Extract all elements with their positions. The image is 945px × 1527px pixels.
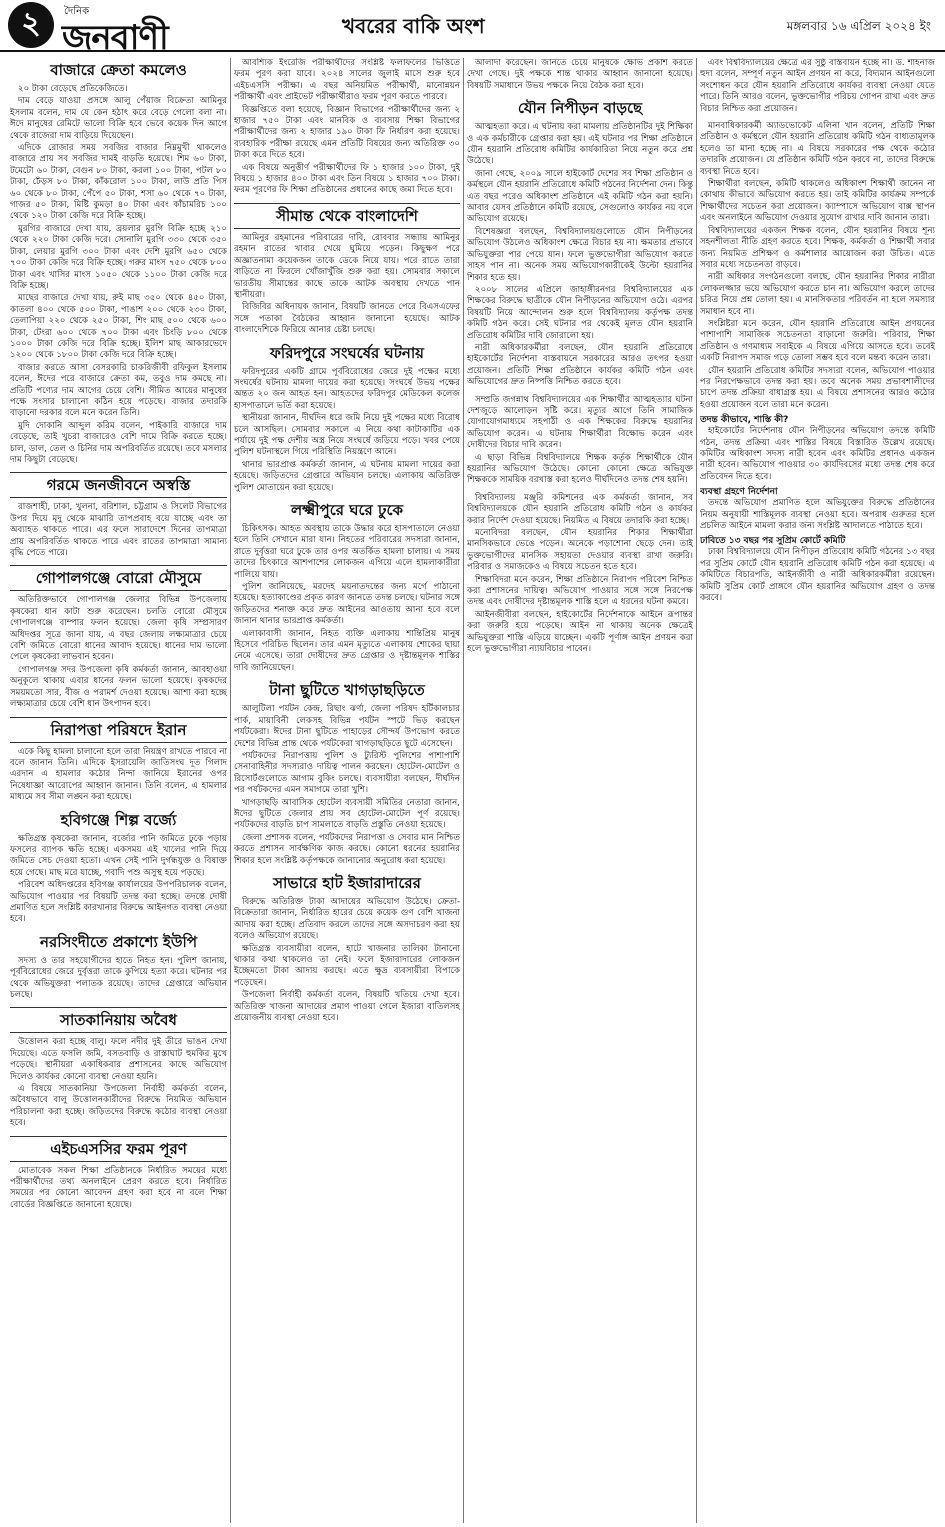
story-paragraph: অতিরিক্তভাবে গোপালগঞ্জ জেলার বিভিন্ন উপজেলায় কৃষকেরা ধান কাটা শুরু করেছেন। চলতি বোরো মৌসুমে গোপালগঞ্জে বাম্পার ফলন হয়েছে। জেলা কৃষি সম্প্রসারণ অধিদপ্তর সূত্রে জানা যায়, এ বছর জেলায় লক্ষ্যমাত্রার চেয়ে বেশি জমিতে বোরো ধানের আবাদ হয়েছে। ধানের দাম ভালো পেলে কৃষকেরা লাভবান হবেন। <box>10 595 227 663</box>
column-1 <box>10 58 227 1523</box>
story-headline: গরমে জনজীবনে অস্বস্তি <box>10 472 227 498</box>
column-divider <box>463 58 464 1523</box>
story-paragraph: বাজার করতে আসা বেসরকারি চাকরিজীবী রফিকুল ইসলাম বলেন, ঈদের পরে বাজারে ক্রেতা কম, তবুও দাম কমছে না। প্রতিটি পণ্যের দাম আগের চেয়ে বেশি। সীমিত আয়ের মানুষের পক্ষে সংসার চালানো কঠিন হয়ে পড়েছে। বাজার তদারকি বাড়ানো দরকার বলে মনে করেন তিনি। <box>10 362 227 419</box>
story-paragraph: আত্মহত্যা করে। এ ঘটনায় করা মামলায় প্রতিষ্ঠানটির দুই শিক্ষিকা ও এক কর্মচারীকে গ্রেপ্তার করা হয়। এই ঘটনার পর শিক্ষা প্রতিষ্ঠানে যৌন হয়রানি প্রতিরোধ কমিটির কার্যকারিতা নিয়ে নতুন করে প্রশ্ন উঠেছে। <box>467 122 693 167</box>
story-paragraph: পরিবেশ অধিদপ্তরের হবিগঞ্জ কার্যালয়ের উপপরিচালক বলেন, অভিযোগ পাওয়ার পর বিষয়টি তদন্ত করা হচ্ছে। তদন্তে দোষী প্রমাণিত হলে সংশ্লিষ্ট কারখানার বিরুদ্ধে আইনগত ব্যবস্থা নেওয়া হবে। <box>10 880 227 925</box>
story-paragraph: উপজেলা নির্বাহী কর্মকর্তা বলেন, বিষয়টি খতিয়ে দেখা হবে। অতিরিক্ত খাজনা আদায়ের প্রমাণ পাওয়া গেলে ইজারা বাতিলসহ প্রয়োজনীয় ব্যবস্থা নেওয়া হবে। <box>234 990 460 1024</box>
news-story <box>467 493 693 656</box>
story-paragraph: খাগড়াছড়ি আবাসিক হোটেল ব্যবসায়ী সমিতির নেতারা জানান, ঈদের ছুটিতে জেলার প্রায় সব হোটেল-মোটেল পূর্ণ রয়েছে। পর্যটকদের বাড়তি চাপ সামলাতে বাড়তি প্রস্তুতি নেওয়া হয়েছে। <box>234 797 460 831</box>
story-headline: গোপালগঞ্জে বোরো মৌসুমে <box>10 565 227 591</box>
masthead <box>0 0 945 58</box>
story-paragraph: মুরগির বাজারে দেখা যায়, ব্রয়লার মুরগি বিক্রি হচ্ছে ২১০ থেকে ২২০ টাকা কেজি দরে। সোনালি মুরগি ৩৩০ থেকে ৩৫০ টাকা, লেয়ার মুরগি ৩০০ টাকা এবং দেশি মুরগি ৬৫০ থেকে ৭০০ টাকা কেজি দরে বিক্রি হচ্ছে। গরুর মাংস ৭৫০ থেকে ৮০০ টাকা এবং খাসির মাংস ১০৫০ থেকে ১১০০ টাকা কেজি দরে বিক্রি হচ্ছে। <box>10 223 227 291</box>
story-paragraph: মোতাবেক সকল শিক্ষা প্রতিষ্ঠানকে নির্ধারিত সময়ের মধ্যে পরীক্ষার্থীদের তথ্য অনলাইনে প্রেরণ করতে হবে। নির্ধারিত সময়ের পর কোনো আবেদন গ্রহণ করা হবে না বলে শিক্ষা বোর্ডের বিজ্ঞপ্তিতে জানানো হয়েছে। <box>10 1165 227 1210</box>
story-paragraph: মাছের বাজারে দেখা যায়, রুই মাছ ৩৫০ থেকে ৪৫০ টাকা, কাতলা ৪০০ থেকে ৫০০ টাকা, পাঙাশ ২০০ থেকে ২৩০ টাকা, তেলাপিয়া ২২০ থেকে ২৫০ টাকা, শিং মাছ ৫০০ থেকে ৬০০ টাকা, টেংরা ৬০০ থেকে ৭০০ টাকা এবং চিংড়ি ৮০০ থেকে ১০০০ টাকা কেজি দরে বিক্রি হচ্ছে। ইলিশ মাছ আকারভেদে ১২০০ থেকে ১৮০০ টাকা কেজি দরে বিক্রি হচ্ছে। <box>10 293 227 361</box>
story-paragraph: বিজ্ঞপ্তিতে বলা হয়েছে, বিজ্ঞান বিভাগের পরীক্ষার্থীদের জন্য ২ হাজার ৭৫০ টাকা এবং মানবিক ও ব্যবসায় শিক্ষা বিভাগের পরীক্ষার্থীদের জন্য ২ হাজার ১৯০ টাকা ফি নির্ধারণ করা হয়েছে। ব্যবহারিক পরীক্ষা রয়েছে এমন প্রতিটি বিষয়ের জন্য অতিরিক্ত ৩০ টাকা করে দিতে হবে। <box>234 104 460 161</box>
news-story <box>10 810 227 926</box>
news-story <box>10 1136 227 1212</box>
story-subhead: ঢাবিতে ১৩ বছর পর সুপ্রিম কোর্টে কমিটি <box>700 536 846 547</box>
news-story <box>10 60 227 466</box>
column-divider <box>696 58 697 1523</box>
story-paragraph: এবং বিশ্ববিদ্যালয়ের ক্ষেত্রে এর সুষ্ঠু বাস্তবায়ন হচ্ছে না। ড. শাহনাজ হুদা বলেন, সম্পূর্ণ নতুন আইন প্রণয়ন না করে, বিদ্যমান আইনগুলো সংশোধন করে যৌন হয়রানি প্রতিরোধে কার্যকর ব্যবস্থা নেওয়া যেতে পারে। তিনি আরও বলেন, ভুক্তভোগীর পরিচয় গোপন রাখা এবং দ্রুত বিচার নিশ্চিত করা প্রয়োজন। <box>700 58 935 114</box>
news-story <box>10 565 227 710</box>
story-paragraph: পর্যটকদের নিরাপত্তায় পুলিশ ও ট্যুরিস্ট পুলিশের পাশাপাশি সেনাবাহিনীর সদস্যরাও দায়িত্ব পালন করছেন। হোটেল-মোটেল ও রিসোর্টগুলোতে আগাম বুকিং চলছে। ব্যবসায়ীরা বলছেন, দীর্ঘদিন পর পর্যটকদের এমন সমাগমে তারা খুশি। <box>234 750 460 796</box>
story-paragraph: এক বিষয়ে অনুত্তীর্ণ পরীক্ষার্থীদের ফি ১ হাজার ১০০ টাকা, দুই বিষয়ে ১ হাজার ৪০০ টাকা এবং তিন বিষয়ে ১ হাজার ৭০০ টাকা। ফরম পূরণের ফি শিক্ষা প্রতিষ্ঠানের প্রধানের কাছে জমা দিতে হবে। <box>234 162 460 196</box>
story-headline: সীমান্ত থেকে বাংলাদেশি <box>234 203 460 229</box>
story-paragraph: শিক্ষার্থীরা বলছেন, কমিটি থাকলেও অধিকাংশ শিক্ষার্থী জানেন না কোথায় কীভাবে অভিযোগ করতে হয়। তাই কমিটির কার্যক্রম সম্পর্কে শিক্ষার্থীদের সচেতন করা প্রয়োজন। ক্যাম্পাসে অভিযোগ বাক্স স্থাপন এবং অনলাইনে অভিযোগ দেওয়ার সুযোগ রাখার দাবি জানান তারা। <box>700 179 935 224</box>
story-paragraph: বিজিবির অধিনায়ক জানান, বিষয়টি জানতে পেরে বিএসএফের সঙ্গে পতাকা বৈঠকের আহ্বান জানানো হয়েছে। আটক বাংলাদেশিকে ফিরিয়ে আনার চেষ্টা চলছে। <box>234 302 460 336</box>
publication-date: মঙ্গলবার ১৬ এপ্রিল ২০২৪ ইং <box>786 19 931 33</box>
story-paragraph: সংশ্লিষ্টরা মনে করেন, যৌন হয়রানি প্রতিরোধে আইন প্রণয়নের পাশাপাশি সামাজিক সচেতনতা বাড়ানো জরুরি। পরিবার, শিক্ষা প্রতিষ্ঠান ও গণমাধ্যম সবাইকে এ বিষয়ে এগিয়ে আসতে হবে। তবেই একটি নিরাপদ সমাজ গড়ে তোলা সম্ভব হবে বলে মন্তব্য করেন তারা। <box>700 318 935 364</box>
story-paragraph: আবশ্যিক ইংরেজি পরীক্ষার্থীদের সংশ্লিষ্ট ফলাফলের ভিত্তিতে ফরম পূরণ করা যাবে। ২০২৪ সালের জুলাই মাসে শুরু হবে এইচএসসি পরীক্ষা। এ বছর অনিয়মিত পরীক্ষার্থী, মানোন্নয়ন পরীক্ষার্থী এবং প্রাইভেট পরীক্ষার্থীরাও ফরম পূরণ করতে পারবে। <box>234 58 460 103</box>
story-headline: বাজারে ক্রেতা কমলেও <box>50 61 187 79</box>
story-paragraph: ঢাকা বিশ্ববিদ্যালয়ে যৌন নিপীড়ন প্রতিরোধ কমিটি গঠনের ১৩ বছর পর সুপ্রিম কোর্টে যৌন হয়রানি প্রতিরোধ কমিটি গঠন করা হয়েছে। এ কমিটিতে বিচারপতি, আইনজীবী ও নারী অধিকারকর্মীরা রয়েছেন। কমিটি সুপ্রিম কোর্ট প্রাঙ্গণে যৌন হয়রানির অভিযোগ গ্রহণ ও তদন্ত করবে। <box>700 547 935 604</box>
column-2 <box>234 58 460 1523</box>
story-headline: সাতকানিয়ায় অবৈধ <box>10 1007 227 1033</box>
story-paragraph: নারী অধিকারকর্মীরা বলছেন, যৌন হয়রানি প্রতিরোধে হাইকোর্টের নির্দেশনা বাস্তবায়নে সরকারের আরও তৎপর হওয়া প্রয়োজন। প্রতিটি শিক্ষা প্রতিষ্ঠানে কার্যকর কমিটি গঠন এবং অভিযোগের দ্রুত নিষ্পত্তি নিশ্চিত করতে হবে। <box>467 342 693 388</box>
story-paragraph: ক্ষতিগ্রস্ত ব্যবসায়ীরা বলেন, হাটে খাজনার তালিকা টানানো থাকার কথা থাকলেও তা নেই। ফলে ইজারাদারের লোকজন ইচ্ছেমতো টাকা আদায় করছে। এতে ক্ষুদ্র ব্যবসায়ীরা বিপাকে পড়েছেন। <box>234 943 460 988</box>
story-headline: সাভারে হাট ইজারাদারের <box>273 873 421 892</box>
story-subhead: ব্যবস্থা গ্রহণে নির্দেশনা <box>700 487 778 498</box>
story-paragraph: মানবাধিকারকর্মী অ্যাডভোকেট এলিনা খান বলেন, প্রতিটি শিক্ষা প্রতিষ্ঠান ও কর্মস্থলে যৌন হয়রানি প্রতিরোধ কমিটি গঠন বাধ্যতামূলক হলেও তা মানা হচ্ছে না। এ বিষয়ে সরকারের পক্ষ থেকে কঠোর তদারকি প্রয়োজন। যে প্রতিষ্ঠান কমিটি গঠন করবে না, তাদের বিরুদ্ধে ব্যবস্থা নিতে হবে। <box>700 121 935 177</box>
story-paragraph: বিশ্ববিদ্যালয় মঞ্জুরি কমিশনের এক কর্মকর্তা জানান, সব বিশ্ববিদ্যালয়কে যৌন হয়রানি প্রতিরোধ কমিটি গঠন ও কার্যকর করার নির্দেশ দেওয়া হয়েছে। নিয়মিত এ বিষয়ে তদারকি করা হচ্ছে। <box>467 492 693 526</box>
story-subhead: তদন্ত কীভাবে, শাস্তি কী? <box>700 415 789 426</box>
section-title: খবরের বাকি অংশ <box>342 14 485 38</box>
story-paragraph: সম্প্রতি জগন্নাথ বিশ্ববিদ্যালয়ের এক শিক্ষার্থীর আত্মহত্যার ঘটনা দেশজুড়ে আলোড়ন সৃষ্টি করে। মৃত্যুর আগে তিনি সামাজিক যোগাযোগমাধ্যমে সহপাঠী ও এক শিক্ষকের বিরুদ্ধে হয়রানির অভিযোগ করেন। এ ঘটনায় শিক্ষার্থীরা বিক্ষোভ করেন এবং দোষীদের বিচার দাবি করেন। <box>467 394 693 451</box>
story-paragraph: এ ছাড়া বিভিন্ন বিশ্ববিদ্যালয়ে শিক্ষক কর্তৃক শিক্ষার্থীকে যৌন হয়রানির অভিযোগ উঠেছে। কোনো কোনো ক্ষেত্রে অভিযুক্ত শিক্ষককে সাময়িক বরখাস্ত করা হলেও দীর্ঘদিনেও তদন্ত শেষ হয়নি। <box>467 452 693 486</box>
story-paragraph: নারী অধিকার সংগঠনগুলো বলছে, যৌন হয়রানির শিকার নারীরা লোকলজ্জার ভয়ে অভিযোগ করতে চান না। অভিযোগ করলে তাদের চরিত্র নিয়ে প্রশ্ন তোলা হয়। এ মানসিকতার পরিবর্তন না হলে সমস্যার সমাধান হবে না। <box>700 272 935 317</box>
story-paragraph: ২০০৮ সালের এপ্রিলে জাহাঙ্গীরনগর বিশ্ববিদ্যালয়ের এক শিক্ষকের বিরুদ্ধে ছাত্রীকে যৌন নিপীড়নের অভিযোগ ওঠে। এরপর বিষয়টি নিয়ে আন্দোলন শুরু হলে বিশ্ববিদ্যালয় কর্তৃপক্ষ তদন্ত কমিটি গঠন করে। সেই ঘটনার পর থেকেই মূলত যৌন হয়রানি প্রতিরোধ কমিটির দাবি জোরালো হয়। <box>467 284 693 341</box>
story-headline: হবিগঞ্জে শিল্প বর্জ্যে <box>60 810 177 829</box>
story-paragraph: ক্ষতিগ্রস্ত কৃষকেরা জানান, বর্জ্যের পানি জমিতে ঢুকে পড়ায় ফসলের ব্যাপক ক্ষতি হচ্ছে। একসময় এই খালের পানি দিয়ে জমিতে সেচ দেওয়া হতো। এখন সেই পানি দুর্গন্ধযুক্ত ও বিষাক্ত হয়ে গেছে। মাছ মরে যাচ্ছে, গবাদি পশু অসুস্থ হয়ে পড়ছে। <box>10 833 227 878</box>
story-paragraph: মনোবিদরা বলছেন, যৌন হয়রানির শিকার শিক্ষার্থীরা মানসিকভাবে ভেঙে পড়েন। অনেকে পড়াশোনা ছেড়ে দেন। তাই ভুক্তভোগীদের মানসিক সহায়তা দেওয়ার ব্যবস্থা রাখা জরুরি। পরিবার ও সমাজকেও এ বিষয়ে সচেতন হতে হবে। <box>467 528 693 573</box>
news-story <box>234 203 460 337</box>
column-3 <box>467 58 693 1523</box>
news-story <box>234 343 460 494</box>
story-paragraph: আমিনুর রহমানের পরিবারের দাবি, রোববার সন্ধ্যায় আমিনুর রহমান রাতের খাবার খেয়ে ঘুমিয়ে পড়েন। কিছুক্ষণ পরে অজ্ঞাতনামা কয়েকজন তাকে ডেকে নিয়ে যায়। পরে রাতে তারা বাড়িতে না ফিরলে খোঁজাখুঁজি শুরু করা হয়। সোমবার সকালে ভারতীয় সীমান্তের কাছে তাকে আটক অবস্থায় দেখতে পান স্থানীয়রা। <box>234 232 460 300</box>
news-story <box>10 932 227 1002</box>
story-paragraph: বিশেষজ্ঞরা বলছেন, বিশ্ববিদ্যালয়গুলোতে যৌন নিপীড়নের অভিযোগ উঠলেও অধিকাংশ ক্ষেত্রে বিচার হয় না। ক্ষমতার প্রভাবে অভিযুক্তরা পার পেয়ে যান। ফলে ভুক্তভোগীরা অভিযোগ করতে সাহস পান না। অনেক সময় অভিযোগকারীকেই উল্টো হয়রানির শিকার হতে হয়। <box>467 226 693 283</box>
news-story <box>700 121 935 604</box>
story-headline: নরসিংদীতে প্রকাশ্যে ইউপি <box>39 932 197 951</box>
story-paragraph: দাম বেড়ে যাওয়া প্রসঙ্গে আলু পেঁয়াজ বিক্রেতা আমিনুর ইসলাম বলেন, দাম যে কেন হঠাৎ করে বেড়ে গেলো বলা না। ঈদে মানুষের রেমিটে ভালো বিক্রি হবে ভেবে কয়েক দিন আগে থেকে রাজেরা দাম বাড়িয়ে দিয়েছেন। <box>10 96 227 141</box>
story-headline: নিরাপত্তা পরিষদে ইরান <box>10 717 227 743</box>
story-headline: এইচএসসির ফরম পূরণ <box>10 1136 227 1162</box>
story-paragraph: এ বিষয়ে সাতকানিয়া উপজেলা নির্বাহী কর্মকর্তা বলেন, অবৈধভাবে বালু উত্তোলনকারীদের বিরুদ্ধে নিয়মিত অভিযান পরিচালনা করা হচ্ছে। জড়িতদের বিরুদ্ধে কঠোর ব্যবস্থা নেওয়া হবে। <box>10 1084 227 1129</box>
story-paragraph: বিশ্ববিদ্যালয়ের একজন শিক্ষক বলেন, যৌন হয়রানির বিষয়ে শূন্য সহনশীলতা নীতি গ্রহণ করতে হবে। শিক্ষক, কর্মকর্তা ও শিক্ষার্থী সবার জন্য নিয়মিত প্রশিক্ষণ ও কর্মশালার আয়োজন করা উচিত। এতে সবার মধ্যে সচেতনতা বাড়বে। <box>700 225 935 270</box>
story-paragraph: তদন্তে অভিযোগ প্রমাণিত হলে অভিযুক্তের বিরুদ্ধে প্রতিষ্ঠানের নিয়ম অনুযায়ী শাস্তিমূলক ব্যবস্থা নেওয়া হবে। অপরাধ গুরুতর হলে প্রচলিত আইনে মামলা করার জন্য সংশ্লিষ্ট আদালতে পাঠাতে হবে। <box>700 498 935 532</box>
story-paragraph: জেলা প্রশাসক বলেন, পর্যটকদের নিরাপত্তা ও সেবার মান নিশ্চিত করতে প্রশাসন সার্বক্ষণিক কাজ করছে। কোনো ধরনের হয়রানির শিকার হলে সংশ্লিষ্ট কর্তৃপক্ষকে জানানোর অনুরোধ করা হয়েছে। <box>234 832 460 866</box>
story-paragraph: ফরিদপুরের একটি গ্রামে পূর্ববিরোধের জেরে দুই পক্ষের মধ্যে সংঘর্ষের ঘটনায় মামলা দায়ের করা হয়েছে। সংঘর্ষে উভয় পক্ষের অন্তত ২০ জন আহত হন। আহতদের ফরিদপুর মেডিকেল কলেজ হাসপাতালে ভর্তি করা হয়েছে। <box>234 366 460 411</box>
story-paragraph: আলাদা করেছেন। জানতে চেয়ে মানুষকে ক্ষোভ প্রকাশ করতে দেখা গেছে। দুই পক্ষকে শান্ত থাকার আহ্বান জানানো হয়েছে। বিষয়টি সমাধানে উভয় পক্ষকে নিয়ে বৈঠক করা হবে। <box>467 58 693 91</box>
news-story <box>467 98 693 388</box>
story-paragraph: শিক্ষাবিদরা মনে করেন, শিক্ষা প্রতিষ্ঠানে নিরাপদ পরিবেশ নিশ্চিত করা প্রশাসনের দায়িত্ব। অভিযোগ পাওয়ার সঙ্গে সঙ্গে নিরপেক্ষ তদন্ত এবং দোষীদের দৃষ্টান্তমূলক শাস্তি হলে এ ধরনের ঘটনা কমবে। <box>467 574 693 608</box>
news-story <box>10 1007 227 1129</box>
column-4 <box>700 58 935 1523</box>
story-paragraph: থানার ভারপ্রাপ্ত কর্মকর্তা জানান, এ ঘটনায় মামলা দায়ের করা হয়েছে। জড়িতদের গ্রেপ্তারে অভিযান চলছে। এলাকায় অতিরিক্ত পুলিশ মোতায়েন করা হয়েছে। <box>234 459 460 493</box>
news-story <box>234 500 460 674</box>
logo-prefix: দৈনিক <box>64 6 90 17</box>
story-headline: টানা ছুটিতে খাগড়াছড়িতে <box>269 681 425 700</box>
story-paragraph: সদস্য ও তার সহযোগীদের হাতে নিহত হন। পুলিশ জানায়, পূর্ববিরোধের জেরে দুর্বৃত্তরা তাকে কুপিয়ে হত্যা করে। ঘটনার পর থেকে অভিযুক্তরা পলাতক রয়েছে। তাদের গ্রেপ্তারে অভিযান চলছে। <box>10 955 227 1000</box>
story-paragraph: স্থানীয়রা জানান, দীর্ঘদিন ধরে জমি নিয়ে দুই পক্ষের মধ্যে বিরোধ চলে আসছিল। সোমবার সকালে এ নিয়ে কথা কাটাকাটির এক পর্যায়ে দুই পক্ষ দেশীয় অস্ত্র নিয়ে সংঘর্ষে জড়িয়ে পড়ে। খবর পেয়ে পুলিশ ঘটনাস্থলে গিয়ে পরিস্থিতি নিয়ন্ত্রণে আনে। <box>234 413 460 458</box>
story-paragraph: এলাকাবাসী জানান, নিহত ব্যক্তি এলাকায় শান্তিপ্রিয় মানুষ হিসেবে পরিচিত ছিলেন। তার এমন মৃত্যুতে এলাকায় শোকের ছায়া নেমে এসেছে। তারা দোষীদের দ্রুত গ্রেপ্তার ও দৃষ্টান্তমূলক শাস্তির দাবি জানিয়েছেন। <box>234 628 460 673</box>
news-story <box>467 395 693 487</box>
story-paragraph: এদিকে রোজার সময় সবজির বাজার নিম্নমুখী থাকলেও বাজারে প্রায় সব সবজির দামই বাড়তি হয়েছে। শিম ৬০ টাকা, টমেটো ৬০ টাকা, বেগুন ৮০ টাকা, করলা ১০০ টাকা, পটল ৮০ টাকা, ঢেঁড়স ৮০ টাকা, কাঁকরোল ১০০ টাকা, লাউ প্রতি পিস ৬০ থেকে ৮০ টাকা, পেঁপে ৫০ টাকা, শসা ৬০ থেকে ৭০ টাকা, গাজর ৫০ টাকা, মিষ্টি কুমড়া ৪০ টাকা এবং কাঁচামরিচ ১০০ থেকে ১২০ টাকা কেজি দরে বিক্রি হচ্ছে। <box>10 143 227 222</box>
news-story <box>10 717 227 804</box>
news-story <box>700 58 935 115</box>
story-paragraph: হাইকোর্টের নির্দেশনায় যৌন নিপীড়নের অভিযোগ তদন্তে কমিটি গঠন, তদন্ত প্রক্রিয়া এবং শাস্তির বিষয়ে বিস্তারিত উল্লেখ রয়েছে। কমিটির অধিকাংশ সদস্য নারী হবেন এবং কমিটির প্রধানও একজন নারী হবেন। অভিযোগ পাওয়ার ৩০ কার্যদিবসের মধ্যে তদন্ত শেষ করে প্রতিবেদন দিতে হবে। <box>700 426 935 482</box>
logo-name: জনবাণী <box>62 18 168 58</box>
page-number: ২ <box>8 2 54 48</box>
story-headline: লক্ষ্মীপুরে ঘরে ঢুকে <box>291 501 403 519</box>
news-story <box>234 58 460 197</box>
story-paragraph: উত্তোলন করা হচ্ছে বালু। ফলে নদীর দুই তীরে ভাঙন দেখা দিয়েছে। এতে ফসলি জমি, বসতবাড়ি ও রাস্তাঘাট হুমকির মুখে পড়েছে। স্থানীয়রা একাধিকবার প্রশাসনের কাছে অভিযোগ দিলেও কার্যকর কোনো ব্যবস্থা নেওয়া হয়নি। <box>10 1037 227 1082</box>
story-paragraph: চিকিৎসক। আহত অবস্থায় তাকে উদ্ধার করে হাসপাতালে নেওয়া হলে তিনি সেখানে মারা যান। নিহতের পরিবারের সদস্যরা জানান, রাতে দুর্বৃত্তরা ঘরে ঢুকে তার ওপর অতর্কিত হামলা চালায়। এ সময় তাদের চিৎকারে আশপাশের লোকজন এগিয়ে এলে হামলাকারীরা পালিয়ে যায়। <box>234 524 460 580</box>
news-story <box>467 58 693 92</box>
story-paragraph: রাজশাহী, ঢাকা, খুলনা, বরিশাল, চট্টগ্রাম ও সিলেট বিভাগের উপর দিয়ে মৃদু থেকে মাঝারি তাপপ্রবাহ বয়ে যাচ্ছে এবং তা অব্যাহত থাকতে পারে। এর ফলে সারাদেশে দিনের তাপমাত্রা প্রায় অপরিবর্তিত থাকতে পারে এবং রাতের তাপমাত্রা সামান্য বৃদ্ধি পেতে পারে। <box>10 502 227 559</box>
story-paragraph: মুদি দোকানি আব্দুল করিম বলেন, পাইকারি বাজারে দাম বেড়েছে, তাই খুচরা বাজারেও বেশি দামে বিক্রি করতে হচ্ছে। চাল, ডাল, তেল ও চিনির দাম অপরিবর্তিত রয়েছে। তবে মসলার দাম কিছুটা বেড়েছে। <box>10 420 227 465</box>
news-story <box>234 873 460 1024</box>
story-paragraph: পুলিশ জানিয়েছে, মরদেহ ময়নাতদন্তের জন্য মর্গে পাঠানো হয়েছে। হত্যাকাণ্ডের প্রকৃত কারণ জানতে তদন্ত চলছে। ঘটনার সঙ্গে জড়িতদের শনাক্ত করে দ্রুত আইনের আওতায় আনা হবে বলে জানান থানার ভারপ্রাপ্ত কর্মকর্তা। <box>234 582 460 627</box>
story-paragraph: বিরুদ্ধে অতিরিক্ত টাকা আদায়ের অভিযোগ উঠেছে। ক্রেতা-বিক্রেতারা জানান, নির্ধারিত হারের চেয়ে কয়েক গুণ বেশি খাজনা আদায় করা হচ্ছে। প্রতিবাদ করলে তাদের সঙ্গে অসদাচরণ করা হয় বলেও অভিযোগ রয়েছে। <box>234 896 460 942</box>
column-divider <box>230 58 231 1523</box>
story-headline: ফরিদপুরে সংঘর্ষের ঘটনায় <box>269 343 425 362</box>
story-paragraph: ২০ টাকা বেড়েছে প্রতিকেজিতে। <box>18 84 128 94</box>
story-paragraph: একে কিছু হামলা চালানো হলে তারা নিয়ন্ত্রণ রাখতে পারবে না বলে জানান তিনি। এদিকে ইসরায়েলি জাতিসংঘ দূত গিলাদ এরদান এ হামলার কঠোর নিন্দা জানিয়ে ইরানের ওপর নিষেধাজ্ঞা আরোপের আহ্বান জানান। তিনি বলেন, এ হামলার মাধ্যমে সব সীমা লঙ্ঘন করা হয়েছে। <box>10 746 227 803</box>
news-story <box>234 680 460 867</box>
story-paragraph: আইনজীবীরা বলছেন, হাইকোর্টের নির্দেশনাকে আইনে রূপান্তর করা জরুরি হয়ে পড়েছে। আইন না থাকায় অনেক ক্ষেত্রেই অভিযুক্তরা শাস্তি এড়িয়ে যাচ্ছেন। একটি পূর্ণাঙ্গ আইন প্রণয়ন করা হলে ভুক্তভোগীরা ন্যায়বিচার পাবেন। <box>467 609 693 655</box>
story-paragraph: আলুটিলা পর্যটন কেন্দ্র, রিছাং ঝর্ণা, জেলা পরিষদ হর্টিকালচার পার্ক, মায়াবিনী লেকসহ বিভিন্ন পর্যটন স্পটে ভিড় করছেন পর্যটকেরা। ঈদের টানা ছুটিতে পাহাড়ের সৌন্দর্য উপভোগ করতে দেশের বিভিন্ন প্রান্ত থেকে পর্যটকেরা খাগড়াছড়িতে ছুটে এসেছেন। <box>234 704 460 749</box>
story-headline: যৌন নিপীড়ন বাড়ছে <box>517 99 643 118</box>
story-paragraph: গোপালগঞ্জ সদর উপজেলা কৃষি কর্মকর্তা জানান, আবহাওয়া অনুকূলে থাকায় এবার ধানের ফলন ভালো হয়েছে। কৃষকদের সময়মতো সার, বীজ ও পরামর্শ দেওয়া হয়েছে। আশা করা হচ্ছে লক্ষ্যমাত্রার চেয়ে বেশি ধান উৎপাদন হবে। <box>10 664 227 710</box>
story-paragraph: জানা গেছে, ২০০৯ সালে হাইকোর্ট দেশের সব শিক্ষা প্রতিষ্ঠান ও কর্মস্থলে যৌন হয়রানি প্রতিরোধে কমিটি গঠনের নির্দেশনা দেন। কিন্তু এত বছর পরেও অধিকাংশ প্রতিষ্ঠানে এই কমিটি গঠন করা হয়নি। আবার যেসব প্রতিষ্ঠানে কমিটি রয়েছে, সেগুলোও কার্যকর নয় বলে অভিযোগ রয়েছে। <box>467 168 693 225</box>
story-paragraph: যৌন হয়রানি প্রতিরোধ কমিটির সদস্যরা বলেন, অভিযোগ পাওয়ার পর নিরপেক্ষভাবে তদন্ত করা হয়। তবে অনেক সময় প্রভাবশালীদের চাপে তদন্ত প্রক্রিয়া বাধাগ্রস্ত হয়। এ বিষয়ে প্রশাসনের আরও কঠোর হওয়া প্রয়োজন বলে তারা মনে করেন। <box>700 365 935 410</box>
news-story <box>10 472 227 559</box>
